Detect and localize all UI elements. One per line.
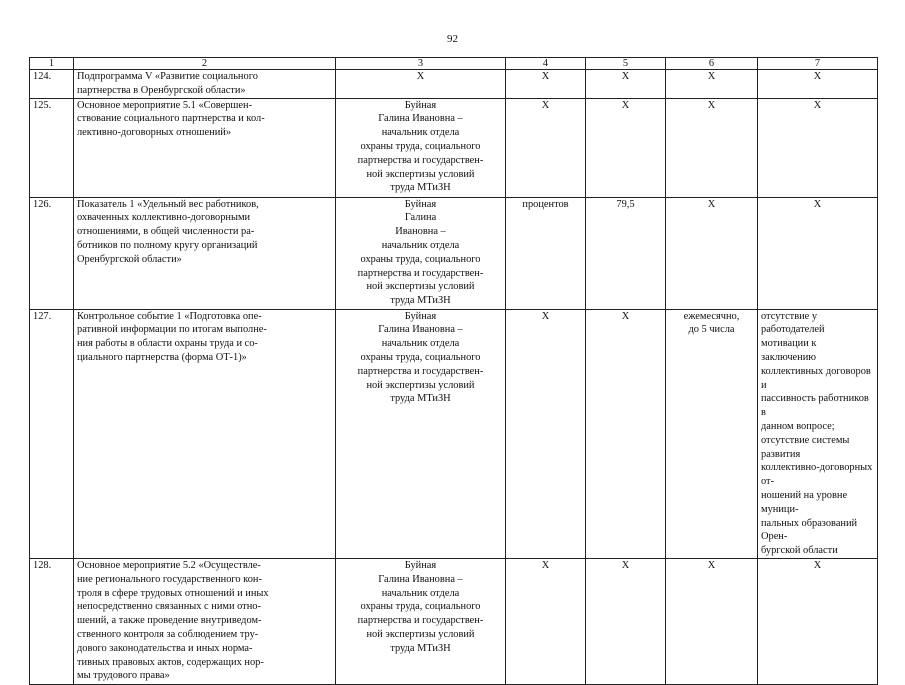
unit-cell: X (506, 70, 586, 99)
value-cell: X (586, 98, 666, 197)
responsible-person: X (336, 70, 506, 99)
column-header: 3 (336, 58, 506, 70)
row-number: 126. (30, 197, 74, 309)
table-row (30, 98, 878, 197)
column-header: 5 (586, 58, 666, 70)
table-row (30, 197, 878, 309)
risk-cell: X (758, 197, 878, 309)
value-cell: X (586, 70, 666, 99)
column-header: 4 (506, 58, 586, 70)
value-cell: X (586, 309, 666, 558)
term-cell: X (666, 558, 758, 684)
unit-cell: X (506, 98, 586, 197)
column-header: 2 (74, 58, 336, 70)
item-name: Подпрограмма V «Развитие социального партнерства в Оренбургской области» (74, 70, 336, 99)
table-row (30, 70, 878, 99)
program-table (29, 57, 878, 685)
responsible-person: Буйная Галина Ивановна – начальник отдела охраны труда, социального партнерства и государствен- ной экспертизы условий труда МТиЗН (336, 98, 506, 197)
risk-cell: X (758, 98, 878, 197)
value-cell: X (586, 558, 666, 684)
responsible-person: Буйная Галина Ивановна – начальник отдела охраны труда, социального партнерства и государствен- ной экспертизы условий труда МТиЗН (336, 558, 506, 684)
responsible-person: Буйная Галина Ивановна – начальник отдела охраны труда, социального партнерства и государствен- ной экспертизы условий труда МТиЗН (336, 309, 506, 558)
item-name: Основное мероприятие 5.1 «Совершен- ствование социального партнерства и кол- лективно-договорных отношений» (74, 98, 336, 197)
risk-cell: X (758, 558, 878, 684)
column-header: 7 (758, 58, 878, 70)
item-name: Основное мероприятие 5.2 «Осуществле- ние регионального государственного кон- троля в сфере трудовых отношений и иных непосредственно связанных с ними отно- шений, а также проведение внутриведом- ственного контроля за соблюдением тру- дового законодательства и иных норма- тивных правовых актов, содержащих нор- мы трудового права» (74, 558, 336, 684)
row-number: 124. (30, 70, 74, 99)
table-row (30, 558, 878, 684)
term-cell: X (666, 70, 758, 99)
column-number-row (30, 58, 878, 70)
value-cell: 79,5 (586, 197, 666, 309)
row-number: 125. (30, 98, 74, 197)
column-header: 6 (666, 58, 758, 70)
risk-cell: отсутствие у работодателей мотивации к заключению коллективных договоров и пассивность работников в данном вопросе; отсутствие системы развития коллективно-договорных от- ношений на уровне муници- пальных образований Орен- бургской области (758, 309, 878, 558)
column-header: 1 (30, 58, 74, 70)
risk-cell: X (758, 70, 878, 99)
term-cell: X (666, 98, 758, 197)
responsible-person: Буйная Галина Ивановна – начальник отдела охраны труда, социального партнерства и государствен- ной экспертизы условий труда МТиЗН (336, 197, 506, 309)
page-number: 92 (447, 33, 458, 45)
term-cell: X (666, 197, 758, 309)
row-number: 127. (30, 309, 74, 558)
unit-cell: X (506, 558, 586, 684)
item-name: Контрольное событие 1 «Подготовка опе- ративной информации по итогам выполне- ния работы в области охраны труда и со- циального партнерства (форма ОТ-1)» (74, 309, 336, 558)
unit-cell: процентов (506, 197, 586, 309)
item-name: Показатель 1 «Удельный вес работников, охваченных коллективно-договорными отношениями, в общей численности ра- ботников по полному кругу организаций Оренбургской области» (74, 197, 336, 309)
row-number: 128. (30, 558, 74, 684)
unit-cell: X (506, 309, 586, 558)
term-cell: ежемесячно, до 5 числа (666, 309, 758, 558)
table-row (30, 309, 878, 558)
